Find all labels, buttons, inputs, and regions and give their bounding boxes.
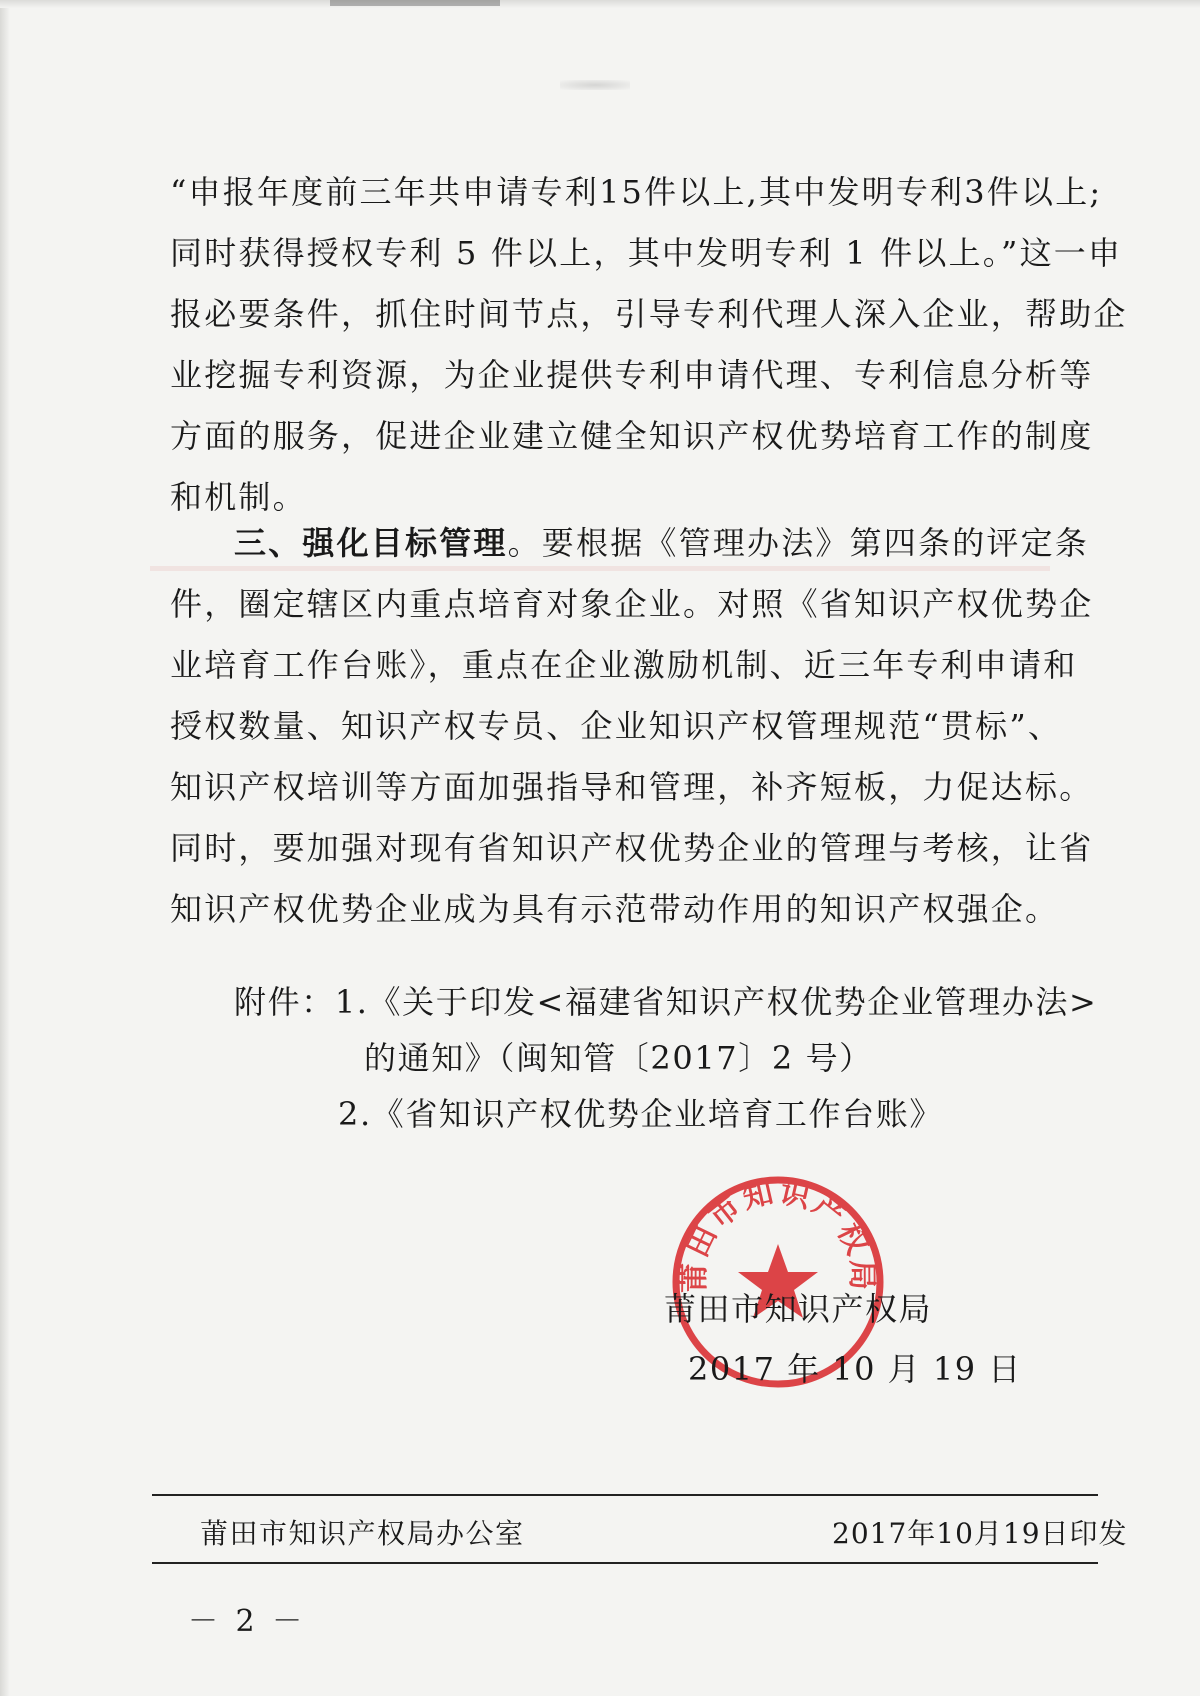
text-line: 知识产权优势企业成为具有示范带动作用的知识产权强企。 (170, 890, 1060, 928)
footer-issuer: 莆田市知识产权局办公室 (200, 1517, 525, 1550)
page-number: － 2 － (188, 1604, 307, 1639)
text-line: 业挖掘专利资源，为企业提供专利申请代理、专利信息分析等 (170, 356, 1094, 394)
section-3 (170, 513, 1094, 940)
seal-text: 莆田市知识产权局 (676, 1174, 880, 1294)
paragraph-1 (170, 162, 1128, 528)
text-line: “申报年度前三年共申请专利15件以上,其中发明专利3件以上; (170, 173, 1103, 211)
footer-rule-top (152, 1494, 1098, 1496)
text-line: 授权数量、知识产权专员、企业知识产权管理规范“贯标”、 (170, 707, 1063, 745)
attachment-item-1 (234, 974, 1097, 1030)
attachment-item-1-cont: 的通知》（闽知管〔2017〕2 号） (364, 1039, 873, 1077)
signature-block (664, 1280, 1022, 1398)
attachment-item-2: 2.《省知识产权优势企业培育工作台账》 (338, 1095, 943, 1133)
attachments (234, 974, 1097, 1142)
scan-edge (0, 0, 10, 1696)
scan-smudge (560, 80, 630, 90)
scan-mark (330, 0, 500, 6)
section-heading: 三、强化目标管理 (234, 524, 508, 562)
footer-rule-bottom (152, 1562, 1098, 1564)
text-line: 同时获得授权专利 5 件以上，其中发明专利 1 件以上。”这一申 (170, 234, 1123, 272)
text-line: 报必要条件，抓住时间节点，引导专利代理人深入企业，帮助企 (170, 295, 1128, 333)
text-line: 方面的服务，促进企业建立健全知识产权优势培育工作的制度 (170, 417, 1094, 455)
text-line: 业培育工作台账》，重点在企业激励机制、近三年专利申请和 (170, 646, 1078, 684)
text-line: 和机制。 (170, 478, 307, 516)
signing-organization: 莆田市知识产权局 (664, 1290, 933, 1328)
attachments-label: 附件： (234, 983, 335, 1021)
text-line: 件，圈定辖区内重点培育对象企业。对照《省知识产权优势企 (170, 585, 1094, 623)
text-line: 知识产权培训等方面加强指导和管理，补齐短板，力促达标。 (170, 768, 1094, 806)
text-line: 。要根据《管理办法》第四条的评定条 (507, 524, 1090, 562)
text-line: 同时，要加强对现有省知识产权优势企业的管理与考核，让省 (170, 829, 1094, 867)
attachment-title: 1.《关于印发<福建省知识产权优势企业管理办法> (334, 983, 1098, 1021)
scan-edge-top (0, 0, 1200, 8)
footer-print-date: 2017年10月19日印发 (832, 1517, 1128, 1550)
section-3-first-line (170, 513, 1090, 574)
signing-date: 2017 年 10 月 19 日 (688, 1350, 1022, 1388)
